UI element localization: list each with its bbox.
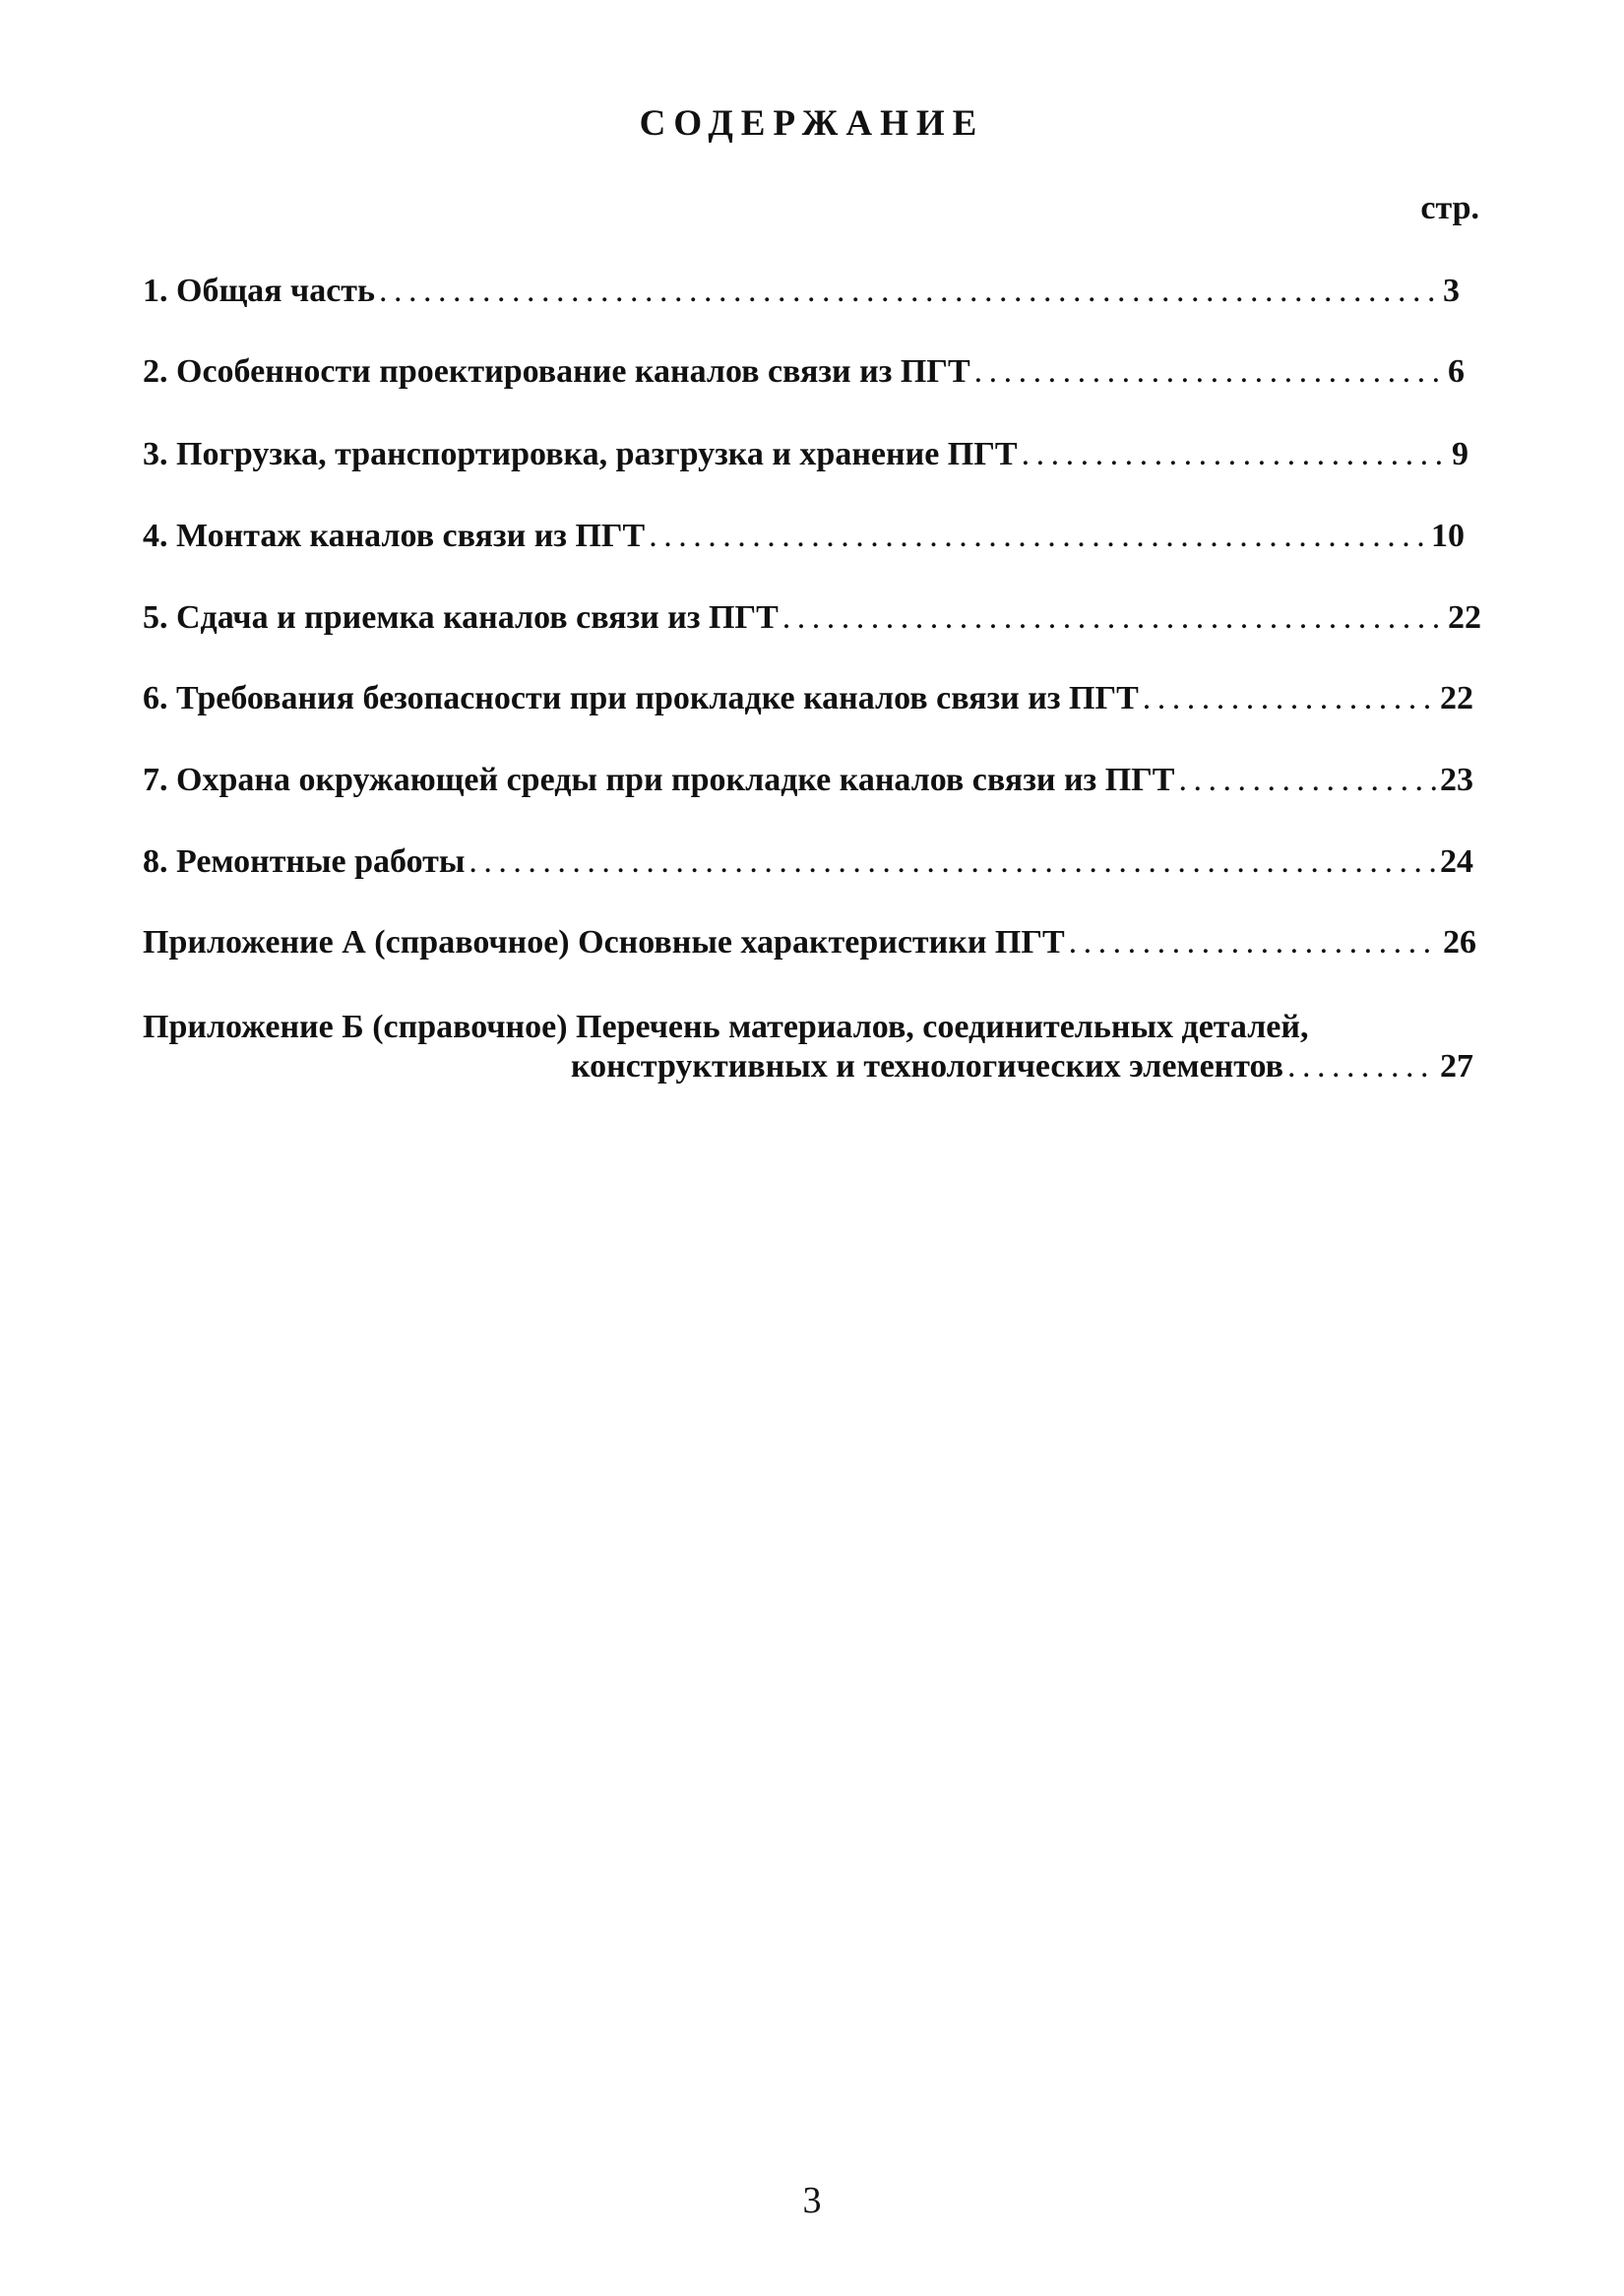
toc-entry (143, 679, 1473, 718)
dot-leader (782, 598, 1444, 638)
dot-leader (379, 272, 1439, 311)
toc-entry-page: 22 (1448, 599, 1481, 636)
toc-entry-page: 24 (1440, 843, 1473, 880)
toc-entry-appendix-b (143, 1008, 1473, 1086)
dot-leader (1069, 923, 1439, 962)
toc-entry-page: 23 (1440, 762, 1473, 798)
toc-entry-page: 27 (1440, 1048, 1473, 1085)
toc-entry-label: 3. Погрузка, транспортировка, разгрузка и хранение ПГТ (143, 436, 1018, 472)
toc-entry-label: Приложение Б (справочное) Перечень материалов, соединительных деталей, (143, 1009, 1309, 1045)
toc-entry-label: 5. Сдача и приемка каналов связи из ПГТ (143, 599, 779, 636)
toc-entry-page: 10 (1431, 518, 1465, 554)
dot-leader (1178, 761, 1436, 800)
toc-entry-page: 26 (1443, 924, 1476, 961)
toc-entry (143, 352, 1465, 392)
toc-entry-page: 9 (1452, 436, 1468, 472)
toc-entry (143, 598, 1481, 638)
toc-entry-label: Приложение А (справочное) Основные характеристики ПГТ (143, 924, 1065, 961)
page-title: СОДЕРЖАНИЕ (639, 103, 985, 144)
toc-entry (143, 761, 1473, 800)
toc-entry-label: 1. Общая часть (143, 273, 375, 309)
toc-entry-page: 22 (1440, 680, 1473, 716)
dot-leader (468, 842, 1436, 882)
toc-entry-label: 7. Охрана окружающей среды при прокладке каналов связи из ПГТ (143, 762, 1175, 798)
toc-entry-label: 2. Особенности проектирование каналов связи из ПГТ (143, 353, 970, 390)
toc-entry-label-continuation: конструктивных и технологических элементов (571, 1048, 1284, 1085)
dot-leader (649, 517, 1427, 556)
toc-entry (143, 272, 1460, 311)
toc-entry-continuation (143, 1047, 1473, 1086)
toc-entry-page: 3 (1443, 273, 1460, 309)
toc-entry-label: 8. Ремонтные работы (143, 843, 466, 880)
dot-leader (974, 352, 1444, 392)
toc-entry-label: 4. Монтаж каналов связи из ПГТ (143, 518, 646, 554)
toc-entry (143, 923, 1476, 962)
dot-leader (1287, 1047, 1436, 1086)
dot-leader (1022, 435, 1448, 474)
toc-entry-label: 6. Требования безопасности при прокладке каналов связи из ПГТ (143, 680, 1139, 716)
toc-entry (143, 842, 1473, 882)
footer-page-number: 3 (802, 2180, 822, 2221)
toc-entry (143, 517, 1465, 556)
page-column-label: стр. (1420, 190, 1479, 226)
toc-entry (143, 435, 1468, 474)
dot-leader (1143, 679, 1436, 718)
toc-entry-page: 6 (1448, 353, 1465, 390)
